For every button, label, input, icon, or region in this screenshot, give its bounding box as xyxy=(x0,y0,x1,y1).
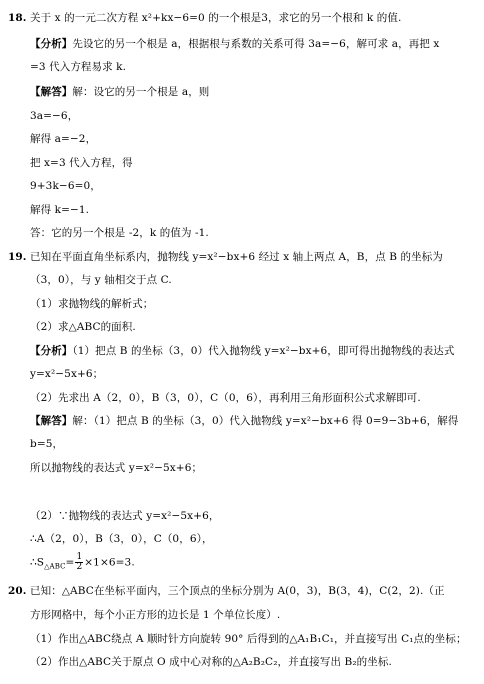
q19-answer-line-2: b=5， xyxy=(30,438,64,450)
q20-part-2: （2）作出△ABC关于原点 O 成中心对称的△A₂B₂C₂，并直接写出 B₂的坐标. xyxy=(30,656,392,668)
q18-analysis-line-1 xyxy=(30,38,439,51)
area-prefix: ∴S xyxy=(30,556,45,569)
q18-answer-line-1 xyxy=(30,86,209,99)
q18-step-3: 把 x=3 代入方程，得 xyxy=(30,157,133,169)
q19-answer-line-3: 所以抛物线的表达式 y=x²−5x+6； xyxy=(30,462,203,474)
q19-answer-line-4: （2）∵抛物线的表达式 y=x²−5x+6， xyxy=(30,510,220,522)
q19-answer-line-5: ∴A（2，0），B（3，0），C（0，6）， xyxy=(30,533,213,545)
q18-stem-line xyxy=(8,12,401,25)
q19-answer-label: 【解答】 xyxy=(30,415,73,427)
q19-area-formula xyxy=(30,553,135,574)
fraction-one-half xyxy=(75,553,83,572)
fraction-denominator: 2 xyxy=(76,562,83,572)
q19-answer-text-1: 解：（1）把点 B 的坐标（3，0）代入抛物线 y=x²−bx+6 得 0=9−3b+6，解得 xyxy=(72,415,459,427)
q20-stem-line-1 xyxy=(8,585,445,598)
q19-analysis-label: 【分析】 xyxy=(30,345,73,357)
q18-answer-label: 【解答】 xyxy=(30,86,73,98)
q19-analysis-line-1 xyxy=(30,345,455,358)
q18-number: 18. xyxy=(8,12,27,24)
q18-stem: 关于 x 的一元二次方程 x²+kx−6=0 的一个根是3，求它的另一个根和 k 的值. xyxy=(30,12,402,24)
q19-analysis-text-1: （1）把点 B 的坐标（3，0）代入抛物线 y=x²−bx+6，即可得出抛物线的表达式 xyxy=(72,345,455,357)
q18-analysis-text-1: 先设它的另一个根是 a，根据根与系数的关系可得 3a=−6，解可求 a，再把 x xyxy=(72,38,440,50)
q18-step-1: 3a=−6， xyxy=(30,110,79,122)
q18-conclusion: 答：它的另一个根是 -2，k 的值为 -1. xyxy=(30,227,209,239)
q19-analysis-line-3: （2）先求出 A（2，0），B（3，0），C（0，6），再利用三角形面积公式求解即可. xyxy=(30,392,421,404)
q19-part-1: （1）求抛物线的解析式； xyxy=(30,298,154,310)
q19-number: 19. xyxy=(8,251,27,263)
area-equals: = xyxy=(65,556,75,569)
q18-answer-text-1: 解：设它的另一个根是 a，则 xyxy=(72,86,210,98)
q20-stem-text-1: 已知：△ABC在坐标平面内，三个顶点的坐标分别为 A(0，3)，B(3，4)，C(2，2).（正 xyxy=(30,585,445,597)
q18-step-2: 解得 a=−2， xyxy=(30,133,97,145)
q19-stem-line-2: （3，0），与 y 轴相交于点 C. xyxy=(30,274,172,286)
q18-step-5: 解得 k=−1. xyxy=(30,204,90,216)
q19-stem-line-1 xyxy=(8,251,443,264)
q20-stem-line-2: 方形网格中，每个小正方形的边长是 1 个单位长度）. xyxy=(30,609,281,621)
fraction-numerator: 1 xyxy=(76,552,83,562)
q18-analysis-line-2: =3 代入方程易求 k. xyxy=(30,61,127,73)
q20-part-1: （1）作出△ABC绕点 A 顺时针方向旋转 90° 后得到的△A₁B₁C₁，并直接写出 C₁点的坐标； xyxy=(30,633,467,645)
q19-part-2: （2）求△ABC的面积. xyxy=(30,321,136,333)
q18-step-4: 9+3k−6=0， xyxy=(30,180,101,192)
q19-analysis-line-2: y=x²−5x+6； xyxy=(30,368,104,380)
q19-answer-line-1 xyxy=(30,415,458,428)
area-subscript: △ABC xyxy=(44,562,66,571)
q18-analysis-label: 【分析】 xyxy=(30,38,73,50)
q19-stem-text-1: 已知在平面直角坐标系内，抛物线 y=x²−bx+6 经过 x 轴上两点 A，B，点 B 的坐标为 xyxy=(30,251,443,263)
q20-number: 20. xyxy=(8,585,27,597)
area-rest: ×1×6=3. xyxy=(84,556,135,569)
